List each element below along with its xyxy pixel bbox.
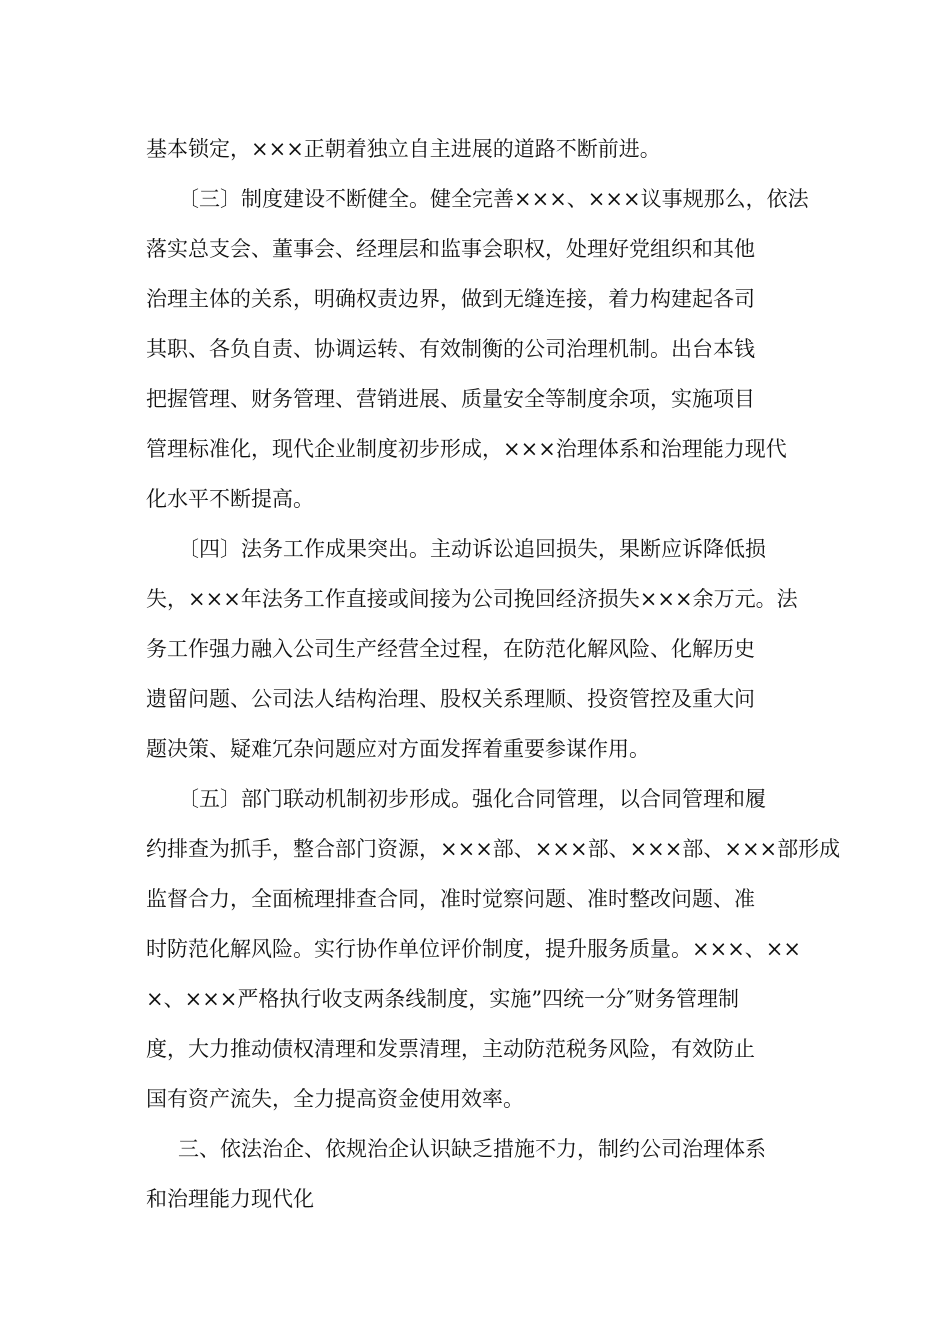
text-line: 遗留问题、公司法人结构治理、股权关系理顺、投资管控及重大问 (146, 687, 755, 711)
text-line: 度，大力推动债权清理和发票清理，主动防范税务风险，有效防止 (146, 1037, 755, 1061)
text-line: 时防范化解风险。实行协作单位评价制度，提升服务质量。×××、×× (146, 937, 801, 961)
text-line: 题决策、疑难冗杂问题应对方面发挥着重要参谋作用。 (146, 737, 650, 761)
text-line: ×、×××严格执行收支两条线制度，实施”四统一分″财务管理制 (146, 987, 739, 1011)
text-line: 治理主体的关系，明确权责边界，做到无缝连接，着力构建起各司 (146, 287, 755, 311)
text-line: 基本锁定，×××正朝着独立自主进展的道路不断前进。 (146, 137, 661, 161)
section-heading-three: 三、依法治企、依规治企认识缺乏措施不力，制约公司治理体系 (178, 1137, 766, 1161)
text-line: 落实总支会、董事会、经理层和监事会职权，处理好党组织和其他 (146, 237, 755, 261)
text-line: 把握管理、财务管理、营销进展、质量安全等制度余项，实施项目 (146, 387, 755, 411)
paragraph-five-first-line: 〔五〕部门联动机制初步形成。强化合同管理，以合同管理和履 (178, 787, 766, 811)
text-line: 其职、各负自责、协调运转、有效制衡的公司治理机制。出台本钱 (146, 337, 755, 361)
text-line: 国有资产流失，全力提高资金使用效率。 (146, 1087, 524, 1111)
paragraph-three-first-line: 〔三〕制度建设不断健全。健全完善×××、×××议事规那么，依法 (178, 187, 809, 211)
text-line: 监督合力，全面梳理排查合同，准时觉察问题、准时整改问题、准 (146, 887, 755, 911)
text-line: 管理标准化，现代企业制度初步形成，×××治理体系和治理能力现代 (146, 437, 787, 461)
paragraph-four-first-line: 〔四〕法务工作成果突出。主动诉讼追回损失，果断应诉降低损 (178, 537, 766, 561)
section-heading-continuation: 和治理能力现代化 (146, 1187, 314, 1211)
text-line: 约排查为抓手，整合部门资源，×××部、×××部、×××部、×××部形成 (146, 837, 841, 861)
text-line: 化水平不断提高。 (146, 487, 314, 511)
text-line: 失，×××年法务工作直接或间接为公司挽回经济损失×××余万元。法 (146, 587, 798, 611)
text-line: 务工作强力融入公司生产经营全过程，在防范化解风险、化解历史 (146, 637, 755, 661)
